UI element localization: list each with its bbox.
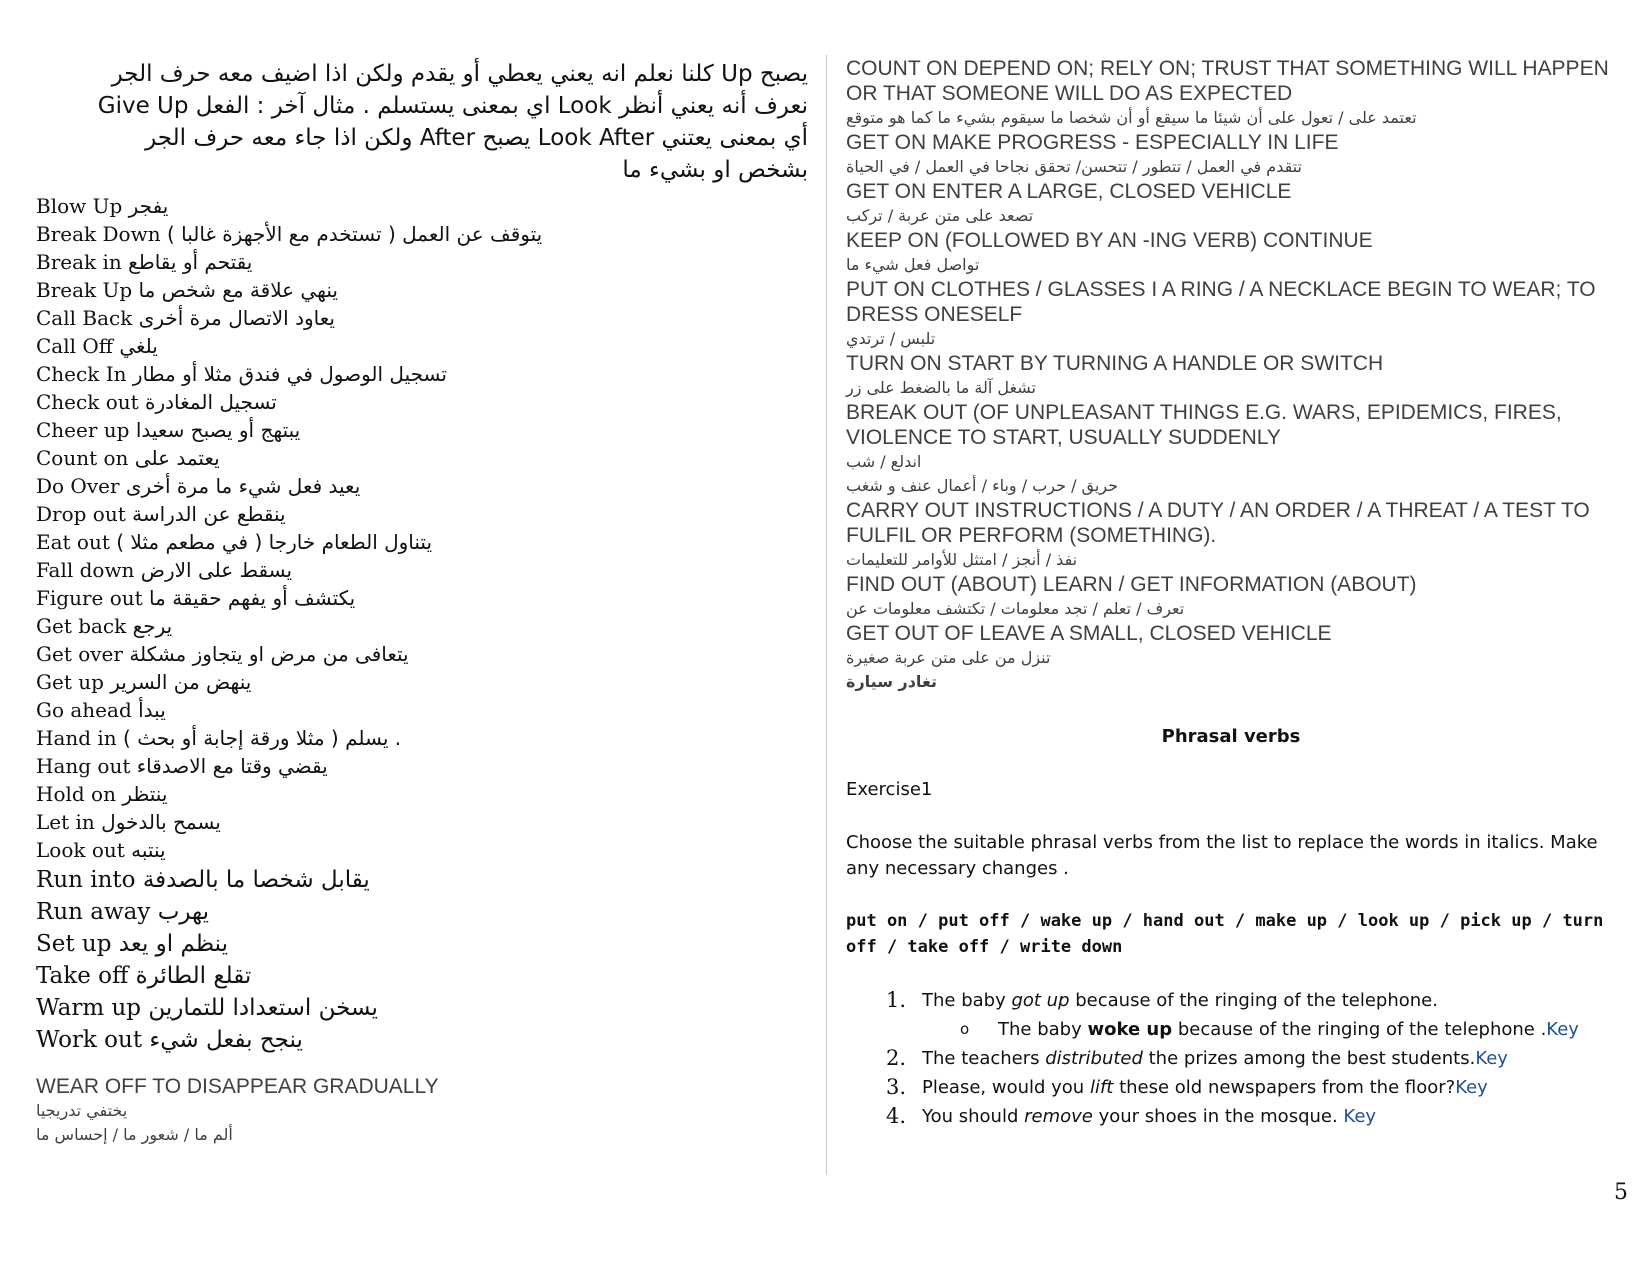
- phrasal-verb-arabic: يسقط على الارض: [140, 558, 293, 582]
- phrasal-verb-item: [36, 612, 808, 640]
- phrasal-verb-english: Get over: [36, 642, 123, 666]
- page-number: 5: [1614, 1180, 1628, 1205]
- definition-arabic: يختفي تدريجيا: [36, 1101, 128, 1120]
- intro-line: نعرف أنه يعني أنظر Look اي بمعنى يستسلم . مثال آخر : الفعل Give Up: [97, 93, 808, 119]
- definition-arabic: اندلع / شب: [846, 452, 922, 471]
- phrasal-verb-arabic: ينجح بفعل شيء: [149, 1027, 303, 1053]
- intro-paragraph: [36, 58, 808, 186]
- definition-arabic: نفذ / أنجز / امتثل للأوامر للتعليمات: [846, 550, 1078, 569]
- definition-arabic: تعرف / تعلم / تجد معلومات / تكتشف معلومات عن: [846, 599, 1185, 618]
- phrasal-verb-arabic: تقلع الطائرة: [135, 963, 252, 989]
- question-number: 3.: [886, 1075, 907, 1099]
- phrasal-verb-item: [36, 248, 808, 276]
- phrasal-verb-english: Do Over: [36, 474, 120, 498]
- phrasal-verb-english: Warm up: [36, 995, 142, 1021]
- phrasal-verb-arabic: تسجيل المغادرة: [145, 390, 277, 414]
- phrasal-verb-item: [36, 220, 808, 248]
- phrasal-verb-english: Break in: [36, 250, 122, 274]
- phrasal-verb-english: Call Back: [36, 306, 133, 330]
- key-link[interactable]: Key: [1455, 1077, 1488, 1098]
- definition-block: [846, 351, 1616, 400]
- phrasal-verb-item: [36, 960, 808, 992]
- exercise-instructions: Choose the suitable phrasal verbs from the list to replace the words in italics. Make any necessary changes .: [846, 832, 1598, 879]
- intro-line: بشخص او بشيء ما: [622, 157, 808, 183]
- phrasal-verb-item: [36, 360, 808, 388]
- phrasal-verb-item: [36, 992, 808, 1024]
- phrasal-verb-english: Run away: [36, 899, 151, 925]
- phrasal-verb-english: Take off: [36, 963, 129, 989]
- phrasal-verb-english: Drop out: [36, 502, 126, 526]
- phrasal-verb-item: [36, 752, 808, 780]
- definition-arabic: تلبس / ترتدي: [846, 329, 936, 348]
- left-column: [36, 58, 808, 1147]
- phrasal-verb-english: Check In: [36, 362, 127, 386]
- phrasal-verb-english: Look out: [36, 838, 125, 862]
- definition-heading: FIND OUT (ABOUT) LEARN / GET INFORMATION (ABOUT): [846, 573, 1417, 596]
- question-item: 2. The teachers distributed the prizes among the best students.Key: [846, 1044, 1616, 1073]
- question-item: 1. The baby got up because of the ringing of the telephone.: [846, 986, 1616, 1015]
- right-column: [846, 56, 1616, 1131]
- definition-block: [846, 228, 1616, 277]
- definitions-list: [846, 56, 1616, 670]
- phrasal-verb-english: Hang out: [36, 754, 131, 778]
- phrasal-verb-english: Blow Up: [36, 194, 123, 218]
- italic-phrase: got up: [1011, 990, 1070, 1011]
- phrasal-verb-arabic: يبدأ: [138, 698, 166, 722]
- definition-arabic: تشغل آلة ما بالضغط على زر: [846, 378, 1036, 397]
- definition-arabic: تنزل من على متن عربة صغيرة: [846, 648, 1051, 667]
- definition-block: [846, 572, 1616, 621]
- phrasal-verb-item: [36, 836, 808, 864]
- definition-heading: WEAR OFF TO DISAPPEAR GRADUALLY: [36, 1075, 439, 1098]
- question-item: 4. You should remove your shoes in the mosque. Key: [846, 1102, 1616, 1131]
- phrasal-verb-english: Fall down: [36, 558, 135, 582]
- wear-off-block: [36, 1074, 808, 1147]
- phrasal-verb-arabic: يهرب: [157, 899, 210, 925]
- phrasal-verb-item: [36, 584, 808, 612]
- phrasal-verb-arabic: يتعافى من مرض او يتجاوز مشكلة: [129, 642, 409, 666]
- phrasal-verb-arabic: يعاود الاتصال مرة أخرى: [138, 306, 335, 330]
- answer-item: o The baby woke up because of the ringing of the telephone .Key: [846, 1015, 1616, 1044]
- question-number: 1.: [886, 988, 907, 1012]
- definition-heading: GET ON ENTER A LARGE, CLOSED VEHICLE: [846, 180, 1292, 203]
- key-link[interactable]: Key: [1546, 1019, 1579, 1040]
- definition-heading: PUT ON CLOTHES / GLASSES I A RING / A NECKLACE BEGIN TO WEAR; TO DRESS ONESELF: [846, 278, 1596, 326]
- italic-phrase: lift: [1089, 1077, 1114, 1098]
- phrasal-verb-arabic: يلغي: [119, 334, 158, 358]
- definition-block: [846, 56, 1616, 130]
- phrasal-verb-arabic: ينتبه: [131, 838, 166, 862]
- definition-block: [846, 621, 1616, 670]
- phrasal-verb-arabic: ينقطع عن الدراسة: [132, 502, 286, 526]
- key-link[interactable]: Key: [1343, 1106, 1377, 1127]
- phrasal-verb-english: Figure out: [36, 586, 143, 610]
- phrasal-verb-english: Hand in: [36, 726, 117, 750]
- phrasal-verb-arabic: يسلم ( مثلا ورقة إجابة أو بحث ) .: [123, 726, 402, 750]
- phrasal-verb-item: [36, 500, 808, 528]
- phrasal-verb-item: [36, 332, 808, 360]
- definition-block: [846, 130, 1616, 179]
- phrasal-verb-item: [36, 444, 808, 472]
- phrasal-verb-english: Let in: [36, 810, 95, 834]
- definition-arabic: تواصل فعل شيء ما: [846, 255, 980, 274]
- italic-phrase: remove: [1024, 1106, 1093, 1127]
- phrasal-verb-arabic: ينهض من السرير: [110, 670, 252, 694]
- intro-line: يصبح Up كلنا نعلم انه يعني يعطي أو يقدم ولكن اذا اضيف معه حرف الجر: [111, 61, 808, 87]
- definition-block: [846, 400, 1616, 498]
- phrasal-verb-item: [36, 528, 808, 556]
- phrasal-verb-item: [36, 556, 808, 584]
- phrasal-verb-arabic: يقضي وقتا مع الاصدقاء: [136, 754, 328, 778]
- phrasal-verb-english: Get back: [36, 614, 127, 638]
- phrasal-verb-item: [36, 696, 808, 724]
- definition-arabic: تعتمد على / تعول على أن شيئا ما سيقع أو أن شخصا ما سيقوم بشيء ما كما هو متوقع: [846, 108, 1417, 127]
- phrasal-verb-arabic: يفجر: [128, 194, 169, 218]
- phrasal-verb-item: [36, 668, 808, 696]
- phrasal-verb-item: [36, 928, 808, 960]
- definition-heading: GET ON MAKE PROGRESS - ESPECIALLY IN LIFE: [846, 131, 1339, 154]
- definition-heading: GET OUT OF LEAVE A SMALL, CLOSED VEHICLE: [846, 622, 1332, 645]
- phrasal-verb-item: [36, 1024, 808, 1056]
- phrasal-verb-english: Break Up: [36, 278, 133, 302]
- phrasal-verb-arabic: يقتحم أو يقاطع: [128, 250, 253, 274]
- phrasal-verb-arabic: تسجيل الوصول في فندق مثلا أو مطار: [132, 362, 447, 386]
- definition-block: [846, 498, 1616, 572]
- answer-phrase: woke up: [1087, 1019, 1173, 1040]
- phrasal-verb-arabic: يسمح بالدخول: [101, 810, 221, 834]
- question-number: 4.: [886, 1104, 907, 1128]
- phrasal-verb-arabic: يقابل شخصا ما بالصدفة: [142, 867, 370, 893]
- section-title: Phrasal verbs: [1161, 726, 1301, 747]
- phrasal-verb-item: [36, 724, 808, 752]
- definition-heading: TURN ON START BY TURNING A HANDLE OR SWITCH: [846, 352, 1384, 375]
- definition-arabic: ألم ما / شعور ما / إحساس ما: [36, 1125, 233, 1144]
- intro-line: أي بمعنى يعتني Look After يصبح After ولكن اذا جاء معه حرف الجر: [145, 125, 808, 151]
- phrasal-verb-item: [36, 416, 808, 444]
- phrasal-verb-arabic: يتناول الطعام خارجا ( في مطعم مثلا ): [116, 530, 433, 554]
- definition-heading: CARRY OUT INSTRUCTIONS / A DUTY / AN ORDER / A THREAT / A TEST TO FULFIL OR PERFORM (SOMETHING).: [846, 499, 1590, 547]
- phrasal-verb-english: Call Off: [36, 334, 113, 358]
- phrasal-verb-arabic: يتوقف عن العمل ( تستخدم مع الأجهزة غالبا ): [166, 222, 543, 246]
- word-list: put on / put off / wake up / hand out / make up / look up / pick up / turn off / take off / write down: [846, 911, 1604, 957]
- question-item: 3. Please, would you lift these old newspapers from the floor?Key: [846, 1073, 1616, 1102]
- column-divider: [826, 55, 827, 1175]
- phrasal-verb-item: [36, 276, 808, 304]
- bullet-icon: o: [960, 1020, 970, 1038]
- phrasal-verb-english: Get up: [36, 670, 104, 694]
- phrasal-verb-english: Set up: [36, 931, 112, 957]
- phrasal-verb-item: [36, 472, 808, 500]
- phrasal-verb-arabic: يكتشف أو يفهم حقيقة ما: [149, 586, 356, 610]
- phrasal-verb-item: [36, 192, 808, 220]
- phrasal-verb-english: Cheer up: [36, 418, 130, 442]
- phrasal-verb-item: [36, 808, 808, 836]
- phrasal-verb-english: Go ahead: [36, 698, 132, 722]
- phrasal-verb-arabic: يعتمد على: [134, 446, 220, 470]
- italic-phrase: distributed: [1045, 1048, 1143, 1069]
- phrasal-verb-english: Hold on: [36, 782, 116, 806]
- phrasal-verb-arabic: يرجع: [132, 614, 173, 638]
- question-number: 2.: [886, 1046, 907, 1070]
- phrasal-verb-english: Count on: [36, 446, 129, 470]
- phrasal-verb-english: Check out: [36, 390, 139, 414]
- definition-block: [846, 179, 1616, 228]
- phrasal-verb-item: [36, 304, 808, 332]
- definition-arabic-last: تغادر سيارة: [846, 672, 937, 691]
- key-link[interactable]: Key: [1475, 1048, 1508, 1069]
- phrasal-verb-arabic: يبتهج أو يصبح سعيدا: [135, 418, 301, 442]
- phrasal-verb-english: Break Down: [36, 222, 161, 246]
- phrasal-verb-english: Run into: [36, 867, 136, 893]
- exercise-label: Exercise1: [846, 779, 933, 800]
- definition-arabic: تصعد على متن عربة / تركب: [846, 206, 1034, 225]
- definition-arabic: حريق / حرب / وباء / أعمال عنف و شغب: [846, 476, 1119, 495]
- definition-heading: KEEP ON (FOLLOWED BY AN -ING VERB) CONTINUE: [846, 229, 1373, 252]
- phrasal-verb-english: Work out: [36, 1027, 143, 1053]
- definition-arabic: تتقدم في العمل / تتطور / تتحسن/ تحقق نجاحا في العمل / في الحياة: [846, 157, 1302, 176]
- phrasal-verb-item: [36, 780, 808, 808]
- phrasal-verb-item: [36, 864, 808, 896]
- phrasal-verb-item: [36, 640, 808, 668]
- phrasal-verb-english: Eat out: [36, 530, 110, 554]
- phrasal-verb-item: [36, 388, 808, 416]
- phrasal-verb-arabic: ينهي علاقة مع شخص ما: [138, 278, 338, 302]
- definition-block: [846, 277, 1616, 351]
- phrasal-verb-list: [36, 192, 808, 1056]
- definition-heading: BREAK OUT (OF UNPLEASANT THINGS E.G. WARS, EPIDEMICS, FIRES, VIOLENCE TO START, USUALLY SUDDENLY: [846, 401, 1562, 449]
- phrasal-verb-item: [36, 896, 808, 928]
- phrasal-verb-arabic: ينظم او يعد: [118, 931, 228, 957]
- questions-list: [846, 986, 1616, 1131]
- phrasal-verb-arabic: ينتظر: [122, 782, 168, 806]
- definition-heading: COUNT ON DEPEND ON; RELY ON; TRUST THAT SOMETHING WILL HAPPEN OR THAT SOMEONE WILL DO AS EXPECTED: [846, 57, 1609, 105]
- phrasal-verb-arabic: يعيد فعل شيء ما مرة أخرى: [125, 474, 361, 498]
- phrasal-verb-arabic: يسخن استعدادا للتمارين: [148, 995, 378, 1021]
